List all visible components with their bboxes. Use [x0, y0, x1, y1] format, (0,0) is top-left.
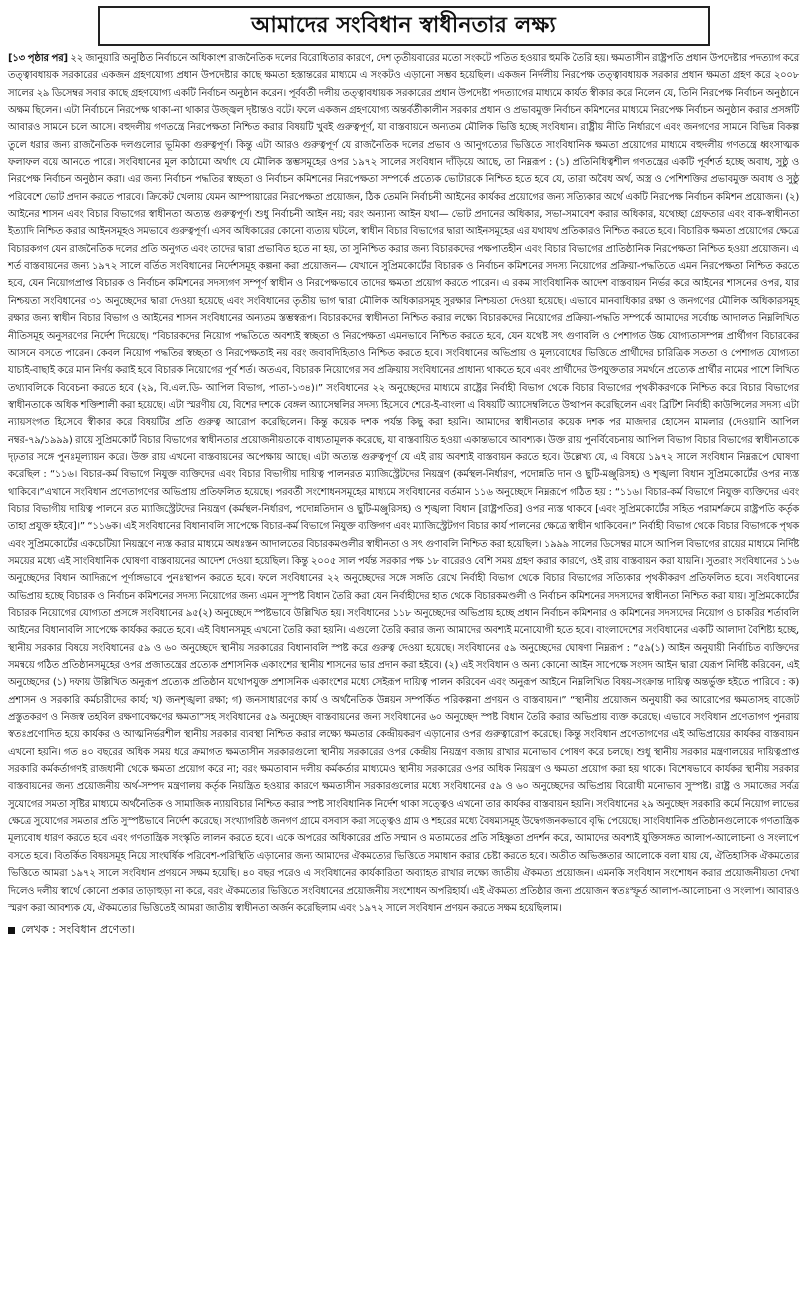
square-bullet-icon: [8, 927, 15, 934]
article-byline: [8, 921, 799, 940]
article-headline: আমাদের সংবিধান স্বাধীনতার লক্ষ্য: [251, 12, 556, 38]
article-body-text: ২২ জানুয়ারি অনুষ্ঠিত নির্বাচনে অধিকাংশ রাজনৈতিক দলের বিরোধিতার কারণে, দেশ তৃতীয়বারের মতো সংকটে পতিত হওয়ার হুমকি তৈরি হয়। ক্ষমতাসীন রাষ্ট্রপতি প্রধান উপদেষ্টার পদত্যাগ করে তত্ত্বাবধায়ক সরকারের একজন গ্রহণযোগ্য প্রধান উপদেষ্টার কাছে ক্ষমতা হস্তান্তরের মাধ্যমে এ সংকটও এড়ানো সম্ভব হয়েছিল। একজন নির্দলীয় নিরপেক্ষ তত্ত্বাবধায়ক সরকার প্রধান ক্ষমতা গ্রহণ করে ২০০৮ সালের ২৯ ডিসেম্বর সবার কাছে গ্রহণযোগ্য একটি নির্বাচন অনুষ্ঠান করেন। পূর্ববর্তী দলীয় তত্ত্বাবধায়ক সরকারের প্রধান উপদেষ্টা পদত্যাগের মাধ্যমে কার্যত স্বীকার করে নিলেন যে, তিনি নিরপেক্ষ নির্বাচন অনুষ্ঠানে অক্ষম ছিলেন। এটা নির্বাচনে নিরপেক্ষ থাকা-না থাকার উজ্জ্বল দৃষ্টান্তও বটে। ফলে একজন গ্রহণযোগ্য অন্তর্বর্তীকালীন সরকার প্রধান ও প্রভাবমুক্ত নির্বাচন কমিশনের মাধ্যমে নিরপেক্ষ নির্বাচন অনুষ্ঠান করার প্রসঙ্গটি আবারও সামনে চলে আসে। বহুদলীয় গণতন্ত্রে নিরপেক্ষতা নিশ্চিত করার বিষয়টি খুবই গুরুত্বপূর্ণ, যা বাস্তবায়নে অন্যতম মৌলিক ভিত্তি হচ্ছে সংবিধান। রাষ্ট্রীয় নীতি নির্ধারণে এবং জনগণের সামনে বিভিন্ন বিকল্প তুলে ধরার জন্য রাজনৈতিক দলগুলোর ভূমিকা গুরুত্বপূর্ণ। কিন্তু এটা আরও গুরুত্বপূর্ণ যে রাজনৈতিক দলের প্রভাব ও আনুগত্যের ভিত্তিতে সাংবিধানিক ক্ষমতা প্রয়োগের মাধ্যমে বহুদলীয় গণতন্ত্রে ধ্বংসাত্মক ফলাফল বয়ে আনতে পারে। সংবিধানের মূল কাঠামো অর্থাৎ যে মৌলিক স্তম্ভসমূহের ওপর ১৯৭২ সালের সংবিধান দাঁড়িয়ে আছে, তা নিম্নরূপ : (১) প্রতিনিধিত্বশীল গণতন্ত্রের একটি পূর্বশর্ত হচ্ছে অবাধ, সুষ্ঠু ও নিরপেক্ষ নির্বাচন অনুষ্ঠান করা। এর জন্য নির্বাচন পদ্ধতির স্বচ্ছতা ও নির্বাচন কমিশনের নিরপেক্ষতা সম্পর্কে প্রত্যেক ভোটারকে নিশ্চিত হতে হবে যে, তারা অবৈধ অর্থ, অস্ত্র ও পেশিশক্তির প্রভাবমুক্ত অবাধ ও সুষ্ঠু পরিবেশে ভোট প্রদান করতে পারবে। ক্রিকেট খেলায় যেমন আম্পায়ারের নিরপেক্ষতা প্রয়োজন, ঠিক তেমনি নির্বাচনী আইনের কার্যকর প্রয়োগের জন্য সত্যিকার অর্থে একটি নিরপেক্ষ নির্বাচন কমিশন প্রয়োজন। (২) আইনের শাসন এবং বিচার বিভাগের স্বাধীনতা অত্যন্ত গুরুত্বপূর্ণ। শুধু নির্বাচনী আইন নয়; বরং অন্যান্য আইন যথা— ভোট প্রদানের অধিকার, সভা-সমাবেশ করার অধিকার, যথেচ্ছা গ্রেফতার এবং বাক-স্বাধীনতা ইত্যাদি নিশ্চিত করার আইনসমূহও সমভাবে গুরুত্বপূর্ণ। এসব অধিকারের কোনো ব্যত্যয় ঘটলে, স্বাধীন বিচার বিভাগের দ্বারা আইনসমূহের এর যথাযথ প্রতিকারও নিশ্চিত করতে হবে। বিচারিক ক্ষমতা প্রয়োগের ক্ষেত্রে বিচারকগণ যেন রাজনৈতিক দলের প্রতি অনুগত এবং তাদের দ্বারা প্রভাবিত হতে না হয়, তা সুনিশ্চিত করার জন্য বিচারকদের পক্ষপাতহীন এবং বিচার বিভাগের প্রাতিষ্ঠানিক নিরপেক্ষতা নিশ্চিত হওয়া প্রয়োজন। এ শর্ত বাস্তবায়নের জন্য ১৯৭২ সালে বর্তিত সংবিধানের নির্দেশসমূহ কল্পনা করা প্রয়োজন— যেখানে সুপ্রিমকোর্টের বিচারক ও নির্বাচন কমিশনের সদস্য নিয়োগের প্রক্রিয়া-পদ্ধতিতে এমন নিরপেক্ষতা নিশ্চিত করতে হবে, যেন নিয়োগপ্রাপ্ত বিচারক ও নির্বাচন কমিশনের সদস্যগণ সম্পূর্ণ স্বাধীন ও নিরপেক্ষভাবে তাদের ক্ষমতা প্রয়োগ করতে পারেন। এ রকম সাংবিধানিক আদেশ বাস্তবায়ন নির্ভর করে আইনের শাসনের ওপর, যার নিশ্চয়তা সংবিধানের ৩১ অনুচ্ছেদের দ্বারা দেওয়া হয়েছে এবং সংবিধানের তৃতীয় ভাগ দ্বারা মৌলিক অধিকারসমূহ সুরক্ষার নিশ্চয়তা দেওয়া হয়েছে। এভাবে মানবাধিকার রক্ষা ও জনগণের মৌলিক অধিকারসমূহ রক্ষার জন্য স্বাধীন বিচার বিভাগ ও আইনের শাসন সংবিধানের অন্যতম স্তম্ভস্বরূপ। বিচারকদের স্বাধীনতা নিশ্চিত করার লক্ষ্যে বিচারকদের নিয়োগের প্রক্রিয়া-পদ্ধতি সম্পর্কে আমাদের সর্বোচ্চ আদালত নিম্নলিখিত নীতিসমূহ অনুসরণের নির্দেশ দিয়েছে। “বিচারকদের নিয়োগ পদ্ধতিতে অবশ্যই স্বচ্ছতা ও নিরপেক্ষতা এমনভাবে নিশ্চিত করতে হবে, যেন যথেষ্ট সৎ গুণাবলি ও পেশাগত উচ্চ যোগ্যতাসম্পন্ন প্রার্থীগণ বিচারকের আসনে বসতে পারেন। কেবল নিয়োগ পদ্ধতির স্বচ্ছতা ও নিরপেক্ষতাই নয় বরং জবাবদিহিতাও নিশ্চিত করতে হবে। সংবিধানের অভিপ্রায় ও মূল্যবোধের ভিত্তিতে প্রার্থীদের চারিত্রিক সততা ও পেশাগত যোগ্যতা যাচাই-বাছাই করে মান নির্ণয় করাই হবে বিচারক নিয়োগের পূর্ব শর্ত। অতএব, বিচারক নিয়োগের সব প্রক্রিয়ায় সংবিধানের প্রাধান্য থাকতে হবে এবং প্রার্থীদের উপযুক্ততার সমর্থনে প্রত্যেক প্রার্থীর নামের পাশে লিখিত তথ্যাবলিকে বিবেচনা করতে হবে (২৯, বি.এল.ডি- আপিল বিভাগ, পাতা-১৩৪)।” সংবিধানের ২২ অনুচ্ছেদের মাধ্যমে রাষ্ট্রের নির্বাহী বিভাগ থেকে বিচার বিভাগের পৃথকীকরণকে নিশ্চিত করে বিচার বিভাগের স্বাধীনতাকে অধিক শক্তিশালী করা হয়েছে। এটা স্মরণীয় যে, বিশের দশকে বেঙ্গল অ্যাসেম্বলির সদস্য হিসেবে শেরে-ই-বাংলা এ বিষয়টি অ্যাসেম্বলিতে উত্থাপন করেছিলেন এবং ব্রিটিশ নির্বাহী কাউন্সিলের সদস্য এটা ন্যায়সংগত হিসেবে স্বীকার করে বিষয়টির প্রতি গুরুত্ব আরোপ করেছিলেন। কিন্তু কয়েক দশক পর্যন্ত কিছু করা হয়নি। আমাদের স্বাধীনতার কয়েক দশক পর মাজদার হোসেন মামলার (দেওয়ানি আপিল নম্বর-৭৯/১৯৯৯) রায়ে সুপ্রিমকোর্ট বিচার বিভাগের স্বাধীনতার প্রয়োজনীয়তাকে বাধ্যতামূলক করেছে, যা বাস্তবায়িত হওয়া একান্তভাবে আবশ্যক। উক্ত রায় পুনর্বিবেচনায় আপিল বিভাগ বিচার বিভাগের স্বাধীনতাকে দৃঢ়তার সঙ্গে পুনঃমূল্যায়ন করে। উক্ত রায় এখনো বাস্তবায়নের অপেক্ষায় আছে। এটা অত্যন্ত গুরুত্বপূর্ণ যে এই রায় অবশ্যই বাস্তবায়ন করতে হবে। উল্লেখ্য যে, এ বিষয়ে ১৯৭২ সালে সংবিধান নিম্নরূপে ঘোষণা করেছিল : “১১৬। বিচার-কর্ম বিভাগে নিযুক্ত ব্যক্তিদের এবং বিচার বিভাগীয় দায়িত্ব পালনরত ম্যাজিস্ট্রেটদের নিয়ন্ত্রণ (কর্মস্থল-নির্ধারণ, পদোন্নতি দান ও ছুটি-মঞ্জুরিসহ) ও শৃঙ্খলা বিধান সুপ্রিমকোর্টের ওপর ন্যস্ত থাকিবে।”এখানে সংবিধান প্রণেতাগণের অভিপ্রায় প্রতিফলিত হয়েছে। পরবর্তী সংশোধনসমূহের মাধ্যমে সংবিধানের বর্তমান ১১৬ অনুচ্ছেদে নিম্নরূপে গঠিত হয় : “১১৬। বিচার-কর্ম বিভাগে নিযুক্ত ব্যক্তিদের এবং বিচার বিভাগীয় দায়িত্ব পালনে রত ম্যাজিস্ট্রেটদের নিয়ন্ত্রণ (কর্মস্থল-নির্ধারণ, পদোন্নতিদান ও ছুটি-মঞ্জুরিসহ) ও শৃঙ্খলা বিধান [রাষ্ট্রপতির] ওপর ন্যস্ত থাকবে [এবং সুপ্রিমকোর্টের সহিত পরামর্শক্রমে রাষ্ট্রপতি কর্তৃক তাহা প্রযুক্ত হইবে]।” “১১৬ক। এই সংবিধানের বিধানাবলি সাপেক্ষে বিচার-কর্ম বিভাগে নিযুক্ত ব্যক্তিগণ এবং ম্যাজিস্ট্রেটগণ বিচার কার্য পালনের ক্ষেত্রে স্বাধীন থাকিবেন।” নির্বাহী বিভাগ থেকে বিচার বিভাগকে পৃথক এবং সুপ্রিমকোর্টের একচেটিয়া নিয়ন্ত্রণে ন্যস্ত করার মাধ্যমে অধঃস্তন আদালতের বিচারকমণ্ডলীর স্বাধীনতা ও সৎ গুণাবলি নিশ্চিত করা হয়েছিল। ১৯৯৯ সালের ডিসেম্বর মাসে আপিল বিভাগের রায়ের মাধ্যমে নির্দিষ্ট সময়ের মধ্যে এই সাংবিধানিক ঘোষণা বাস্তবায়নের আদেশ দেওয়া হয়েছিল। কিন্তু ২০০৫ সাল পর্যন্ত সরকার পক্ষ ১৮ বারেরও বেশি সময় গ্রহণ করার কারণে, ওই রায় বাস্তবায়ন করা যায়নি। সুতরাং সংবিধানের ১১৬ অনুচ্ছেদের বিধান আদিরূপে পূর্ণাঙ্গভাবে পুনঃস্থাপন করতে হবে। ফলে সংবিধানের ২২ অনুচ্ছেদের সঙ্গে সঙ্গতি রেখে নির্বাহী বিভাগ থেকে বিচার বিভাগের সত্যিকার পৃথকীকরণ প্রতিফলিত হবে। সংবিধানের অভিপ্রায় হচ্ছে বিচারক ও নির্বাচন কমিশনের সদস্য নিয়োগের জন্য এমন সুস্পষ্ট বিধান তৈরি করা যেন নির্বাহীদের হাত থেকে বিচারকমণ্ডলী ও নির্বাচন কমিশনের সদস্যদের স্বাধীনতা নিশ্চিত করা যায়। সুপ্রিমকোর্টের বিচারক নিয়োগের যোগ্যতা প্রসঙ্গে সংবিধানের ৯৫(২) অনুচ্ছেদে স্পষ্টভাবে উল্লিখিত হয়। সংবিধানের ১১৮ অনুচ্ছেদের অভিপ্রায় হচ্ছে প্রধান নির্বাচন কমিশনার ও কমিশনের সদস্যদের নিয়োগ ও চাকরির শর্তাবলি আইনের বিধানাবলি সাপেক্ষে কার্যকর করতে হবে। এই বিধানসমূহ এখনো তৈরি করা হয়নি। এগুলো তৈরি করার জন্য আমাদের অবশ্যই মনোযোগী হতে হবে। বাংলাদেশের সংবিধানের একটি আলাদা বৈশিষ্ট্য হচ্ছে, স্থানীয় সরকার বিষয়ে সংবিধানের ৫৯ ও ৬০ অনুচ্ছেদে স্থানীয় সরকারের বিধানাবলি স্পষ্ট করে গুরুত্ব দেওয়া হয়েছে। সংবিধানের ৫৯ অনুচ্ছেদের ঘোষণা নিম্নরূপ : “৫৯(১) আইন অনুযায়ী নির্বাচিত ব্যক্তিদের সমন্বয়ে গঠিত প্রতিষ্ঠানসমূহের ওপর প্রজাতন্ত্রের প্রত্যেক প্রশাসনিক একাংশের স্থানীয় শাসনের ভার প্রদান করা হইবে। (২) এই সংবিধান ও অন্য কোনো আইন সাপেক্ষে সংসদ আইন দ্বারা যেরূপ নির্দিষ্ট করিবেন, এই অনুচ্ছেদের (১) দফায় উল্লিখিত অনুরূপ প্রত্যেক প্রতিষ্ঠান যথোপযুক্ত প্রশাসনিক একাংশের মধ্যে সেইরূপ দায়িত্ব পালন করিবেন এবং অনুরূপ আইনে নিম্নলিখিত বিষয়-সংক্রান্ত দায়িত্ব অন্তর্ভুক্ত হইতে পারিবে : ক) প্রশাসন ও সরকারি কর্মচারীদের কার্য; খ) জনশৃঙ্খলা রক্ষা; গ) জনসাধারণের কার্য ও অর্থনৈতিক উন্নয়ন সম্পর্কিত পরিকল্পনা প্রণয়ন ও বাস্তবায়ন।” “স্থানীয় প্রয়োজন অনুযায়ী কর আরোপের ক্ষমতাসহ বাজেট প্রস্তুতকরণ ও নিজস্ব তহবিল রক্ষণাবেক্ষণের ক্ষমতা”সহ সংবিধানের ৫৯ অনুচ্ছেদ বাস্তবায়নের জন্য সংবিধানের ৬০ অনুচ্ছেদ স্পষ্ট বিধান তৈরি করার অভিপ্রায় ব্যক্ত করেছে। এভাবে সংবিধান প্রণেতাগণ পুনরায় স্বতঃপ্রণোদিত হয়ে কার্যকর ও আত্মনির্ভরশীল স্থানীয় সরকার ব্যবস্থা নিশ্চিত করার লক্ষ্যে ক্ষমতার কেন্দ্রীয়করণ এড়ানোর ওপর গুরুত্বারোপ করেছে। কিন্তু সংবিধান প্রণেতাগণের এই অভিপ্রায়ের কার্যকর বাস্তবায়ন এখনো হয়নি। গত ৪০ বছরের অধিক সময় ধরে ক্রমাগত ক্ষমতাসীন সরকারগুলো স্থানীয় সরকারের ওপর কেন্দ্রীয় নিয়ন্ত্রণ বজায় রাখার মনোভাব পোষণ করে চলছে। শুধু স্থানীয় সরকার মন্ত্রণালয়ের দায়িত্বপ্রাপ্ত সরকারি কর্মকর্তাগণই রাজধানী থেকে ক্ষমতা প্রয়োগ করে না; বরং ক্ষমতাবান দলীয় কর্মকর্তার মাধ্যমেও স্থানীয় সরকারের ওপর অধিক নিয়ন্ত্রণ ও ক্ষমতা প্রয়োগ করা হয় থাকে। বিশেষভাবে কার্যকর স্থানীয় সরকার বাস্তবায়নের জন্য প্রয়োজনীয় অর্থ-সম্পদ মন্ত্রণালয় কর্তৃক নিয়ন্ত্রিত হওয়ার কারণে ক্ষমতাসীন সরকারগুলোর মধ্যে সংবিধানের ৫৯ ও ৬০ অনুচ্ছেদের অভিপ্রায় বিরোধী মনোভাব সুস্পষ্ট। রাষ্ট্র ও সমাজের সর্বত্র সুযোগের সমতা সৃষ্টির মাধ্যমে অর্থনৈতিক ও সামাজিক ন্যায়বিচার নিশ্চিত করার স্পষ্ট সাংবিধানিক নির্দেশ থাকা সত্ত্বেও এখনো তার কার্যকর বাস্তবায়ন হয়নি। সংবিধানের ২৯ অনুচ্ছেদ সরকারি কর্মে নিয়োগ লাভের ক্ষেত্রে সুযোগের সমতার প্রতি সুস্পষ্টভাবে নির্দেশ করেছে। সংখ্যাগরিষ্ঠ জনগণ গ্রামে বসবাস করা সত্ত্বেও গ্রাম ও শহরের মধ্যে বৈষম্যসমূহ উদ্বেগজনকভাবে বৃদ্ধি পেয়েছে। সাংবিধানিক প্রতিষ্ঠানগুলোকে গণতান্ত্রিক মূল্যবোধ ধারণ করতে হবে এবং গণতান্ত্রিক সংস্কৃতি লালন করতে হবে। একে অপরের অধিকারের প্রতি সম্মান ও মতামতের প্রতি সহিষ্ণুতা প্রদর্শন করে, আমাদের অবশ্যই যুক্তিসঙ্গত আলাপ-আলোচনা ও সংলাপে বসতে হবে। বিতর্কিত বিষয়সমূহ নিয়ে সাংঘর্ষিক পরিবেশ-পরিস্থিতি এড়ানোর জন্য আমাদের ঐকমত্যের ভিত্তিতে সমাধান করার চেষ্টা করতে হবে। অতীত অভিজ্ঞতার আলোকে বলা যায় যে, ঐতিহাসিক ঐকমত্যের ভিত্তিতে আমরা ১৯৭২ সালে সংবিধান প্রণয়নে সক্ষম হয়েছি। ৪০ বছর পরেও এ সংবিধানের কার্যকারিতা অব্যাহত রাখার লক্ষ্যে জাতীয় ঐকমত্য প্রয়োজন। এমনকি সংবিধান সংশোধন করার প্রয়োজনীয়তা দেখা দিলেও দলীয় স্বার্থে কোনো প্রকার তাড়াহুড়া না করে, বরং ঐকমত্যের ভিত্তিতে সংবিধানের প্রয়োজনীয় সংশোধন অপরিহার্য। এই ঐকমত্য প্রতিষ্ঠার জন্য প্রয়োজন স্বতঃস্ফূর্ত আলাপ-আলোচনা ও সংলাপ। আবারও স্মরণ করা আবশ্যক যে, ঐকমত্যের ভিত্তিতেই আমরা জাতীয় স্বাধীনতা অর্জন করেছিলাম এবং ১৯৭২ সালে সংবিধান প্রণয়ন করতে সক্ষম হয়েছিলাম।: [8, 53, 799, 914]
headline-box: [98, 6, 710, 46]
article-body: [8, 50, 799, 917]
continued-from-label: [১৩ পৃষ্ঠার পর]: [8, 53, 68, 64]
byline-text: লেখক : সংবিধান প্রণেতা।: [21, 923, 135, 937]
